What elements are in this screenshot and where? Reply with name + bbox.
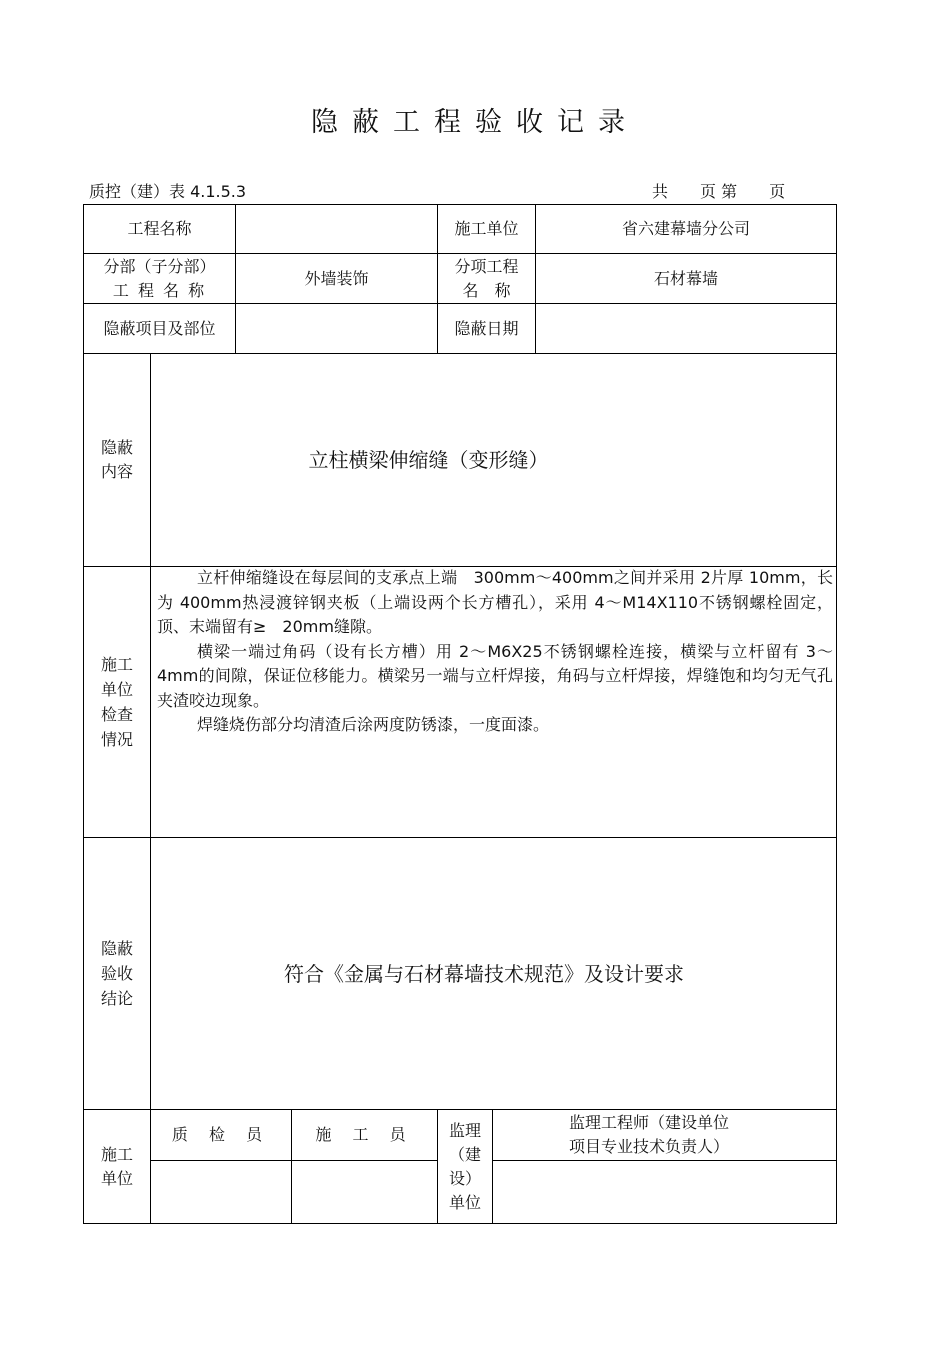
hidden-content-label-line-1: 隐蔽 bbox=[100, 438, 133, 457]
form-code: 质控（建）表 4.1.5.3 bbox=[89, 182, 247, 201]
sub-item-label-line-2: 名 称 bbox=[462, 280, 511, 300]
supervision-label-line-3: 设） bbox=[448, 1168, 481, 1188]
page-title: 隐蔽工程验收记录 bbox=[311, 107, 639, 138]
construction-worker-label: 施 工 员 bbox=[315, 1125, 414, 1144]
sub-item-label bbox=[438, 254, 535, 303]
sub-division-value: 外墙装饰 bbox=[304, 268, 369, 288]
hidden-item-field[interactable] bbox=[236, 304, 437, 353]
sub-item-value: 石材幕墙 bbox=[653, 268, 718, 288]
supervision-engineer-signature[interactable] bbox=[493, 1161, 836, 1223]
hidden-date-field[interactable] bbox=[536, 304, 836, 353]
engineer-label-line-1: 监理工程师（建设单位 bbox=[569, 1113, 730, 1132]
construction-unit-value: 省六建幕墙分公司 bbox=[621, 219, 750, 238]
supervision-label-line-4: 单位 bbox=[448, 1192, 481, 1212]
hidden-date-label: 隐蔽日期 bbox=[454, 318, 519, 338]
table-border-bottom bbox=[83, 1223, 837, 1224]
supervision-unit-label bbox=[438, 1110, 492, 1223]
construction-worker-signature[interactable] bbox=[292, 1161, 437, 1223]
page-info: 共 页 第 页 bbox=[652, 182, 786, 201]
sub-division-label bbox=[84, 254, 235, 303]
construction-unit-sign-label bbox=[84, 1110, 150, 1223]
sign-label-line-1: 施工 bbox=[100, 1144, 133, 1164]
inspection-label-line-4: 情况 bbox=[100, 730, 133, 749]
conclusion-label-line-2: 验收 bbox=[100, 964, 133, 983]
conclusion-label-line-1: 隐蔽 bbox=[100, 939, 133, 958]
qc-inspector-label: 质 检 员 bbox=[171, 1125, 271, 1144]
inspection-label-line-2: 单位 bbox=[100, 680, 133, 699]
sub-item-label-line-1: 分项工程 bbox=[454, 256, 519, 276]
supervision-label-line-2: （建 bbox=[448, 1144, 481, 1164]
conclusion-label bbox=[84, 838, 150, 1109]
inspection-label bbox=[84, 567, 150, 837]
inspection-text bbox=[157, 566, 833, 738]
inspection-paragraph-1: 立杆伸缩缝设在每层间的支承点上端 300mm～400mm之间并采用 2片厚 10mm，长为 400mm热浸渡锌钢夹板（上端设两个长方槽孔），采用 4～M14X110不锈钢螺栓固定，顶、末端留有≥ 20mm缝隙。 bbox=[157, 568, 833, 636]
hidden-content-label-line-2: 内容 bbox=[100, 462, 133, 481]
supervision-label-line-1: 监理 bbox=[448, 1120, 481, 1140]
conclusion-label-line-3: 结论 bbox=[100, 989, 133, 1008]
hidden-content-text: 立柱横梁伸缩缝（变形缝） bbox=[308, 448, 549, 472]
inspection-paragraph-3: 焊缝烧伤部分均清渣后涂两度防锈漆，一度面漆。 bbox=[197, 715, 550, 734]
sign-label-line-2: 单位 bbox=[100, 1168, 133, 1188]
project-name-field[interactable] bbox=[236, 205, 437, 253]
construction-unit-label: 施工单位 bbox=[454, 219, 519, 238]
table-border-right bbox=[836, 204, 837, 1224]
hidden-item-label: 隐蔽项目及部位 bbox=[103, 318, 216, 338]
inspection-label-line-1: 施工 bbox=[100, 655, 133, 674]
sub-division-label-line-2: 工 程 名 称 bbox=[112, 280, 207, 300]
inspection-paragraph-2: 横梁一端过角码（设有长方槽）用 2～M6X25不锈钢螺栓连接，横梁与立杆留有 3～4mm的间隙，保证位移能力。横梁另一端与立杆焊接，角码与立杆焊接，焊缝饱和均匀无气孔夹渣咬边现象。 bbox=[157, 641, 833, 710]
project-name-label: 工程名称 bbox=[127, 219, 192, 238]
conclusion-text: 符合《金属与石材幕墙技术规范》及设计要求 bbox=[284, 961, 684, 986]
qc-inspector-signature[interactable] bbox=[151, 1161, 291, 1223]
engineer-label-line-2: 项目专业技术负责人） bbox=[569, 1137, 730, 1156]
hidden-content-label bbox=[84, 354, 150, 566]
sub-division-label-line-1: 分部（子分部） bbox=[103, 256, 216, 276]
supervision-engineer-label bbox=[493, 1110, 836, 1160]
inspection-label-line-3: 检查 bbox=[100, 705, 133, 724]
